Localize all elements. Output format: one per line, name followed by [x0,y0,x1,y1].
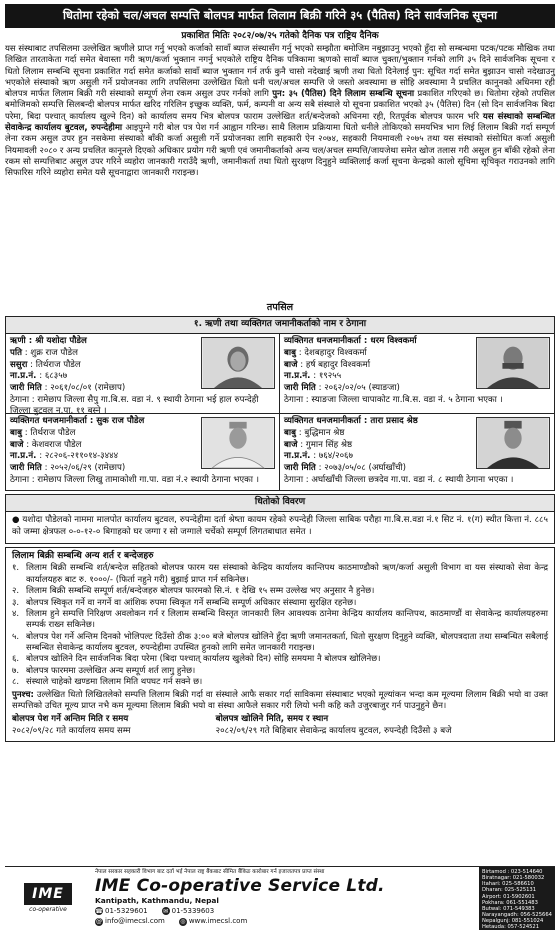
fax-contact: ✉ 01-5339603 [163,906,215,915]
branch-item: Narayangadh: 056-525664 [482,911,552,918]
guarantor-card-3 [280,414,554,490]
branch-item: Baglung: 068-524600 [482,942,539,949]
list-item: ४. लिलाम हुने सम्पत्ति निरिक्षण अवलोकन गर्न र लिलाम सम्बन्धि विस्तृत जानकारी लिन आवश्यक ठानेमा केन्द्रिय कार्यालय कान्तिपथ, काठमाण्डौं वा सेवाकेन्द्र कार्यालयहरुमा सम्पर्क राख्न सकिनेछ। [12,608,548,631]
company-info [91,867,479,930]
intro-text-2: प्रकाशित गरिएको छ। धितोमा रहेको तपसिल बमोजिमको सम्पत्ति सिलबन्दी बोलपत्र मार्फत खरिद गरिलिन इच्छुक व्यक्ति, फर्म, कम्पनी वा अन्य सबै संस्थाले यो सूचना प्रकाशित भएको ३५ (पैतिस) दिन (सो दिन सार्वजनिक बिदा परेमा, बिदा पश्चात् कार्यालय खुल्ने दिन) को कार्यालय समय भित्र बोलपत्र फाराम उल्लेखित शर्त/बन्देजको अधिनमा रही, रितपूर्वक बोलपत्र फारम भरि [5,89,556,122]
branch-item: Butwal: 071-549383 [482,905,535,912]
branch-item: Dhangadhi: 091-527301 [482,930,546,937]
list-item: ५. बोलपत्र पेश गर्ने अन्तिम दिनको भोलिपल्ट दिउँसो ठीक ३:०० बजे बोलपत्र खोलिने हुँदा ऋणी जमानतकर्ता, धितो सुरक्षण दिनुहुने व्यक्ति, बोलपत्रदाता तथा सम्बन्धित सबैलाई सम्बन्धित सेवाकेन्द्र कार्यालय बुटवल, रुपन्देहीमा उपस्थित हुनको लागि समेत जानकारी गराइन्छ। [12,631,548,654]
company-address: Kantipath, Kathmandu, Nepal [95,896,219,906]
notice-title: धितोमा रहेको चल/अचल सम्पत्ति बोलपत्र मार्फत लिलाम बिक्री गरिने ३५ (पैतिस) दिने सार्वजनिक सूचना [5,4,555,28]
intro-bold-2: यस संस्थाको सम्बन्धित सेवाकेन्द्र कार्यालय बुटवल, रुपन्देहीमा [5,111,555,133]
person-address: ठेगाना : रामेछाप जिल्ला लिखु तामाकोशी गा.पा. वडा नं.२ स्थायी ठेगाना भएका । [10,474,259,485]
person-role: व्यक्तिगत धनजमानीकर्ता : सुक राज पौडेल [10,416,145,427]
list-item: ७. बोलपत्र फारममा उल्लेखित अन्य सम्पूर्ण शर्त लागु हुनेछ। [12,665,196,676]
branch-item: Nepalgunj: 081-551024 [482,918,544,924]
phone-contact[interactable]: ☎ 01-5329601 [95,906,148,915]
registration-note: नेपाल सरकार सहकारी विभाग बाट दर्ता भई नेपाल राष्ट्र बैंकबाट सीमित बैंकिङ कारोबार गर्न इजाजतपत्र प्राप्त संस्था [95,869,325,875]
intro-text-1: यस संस्थाबाट तपसिलमा उल्लेखित ऋणीले प्राप्त गर्नु भएको कर्जाको सावाँ ब्याज संस्थासँग गर्नु भएको सम्झौता बमोजिम नबुझाउनु भएको हुँदा सो सम्बन्धमा पटक/पटक मौखिक तथा लिखित तारताकेता गर्दा समेत बेवास्ता गरी ऋण/कर्जा भुक्तान नगर्नु भएकोले राष्ट्रिय दैनिक पत्रिकामा ऋणको सावाँ ब्याज चुक्ता/भुक्तान गर्नको लागि ३५ दिने सार्वजनिक सूचना र धितो लिलाम सम्बन्धि सूचना प्रकाशित गर्दा समेत कर्जाको सावाँ ब्याज भुक्तान गर्न तर्फ कुनै चासो नदेखाई ऋणी तथा धितो दिनेलाई पुन: सूचित गर्दा समेत बुझाउन चासो नदेखाउनु भएकोले संस्थाको ऋण असुली गर्ने प्रयोजनका लागि तपसिलमा उल्लेखित धितो धनी चल/अचल सम्पत्ति जे जस्तो अवस्थामा छ सोहि अवस्थामा नै प्रचलित कानुनको अधिनमा रही बोलपत्र मार्फत लिलाम बिक्री गरी संस्थाको सम्पूर्ण लेना रकम असुल उपर गर्नको लागि [5,43,555,100]
persons-heading: १. ऋणी तथा व्यक्तिगत जमानीकर्ताको नाम र ठेगाना [6,317,554,334]
footer [5,866,555,949]
person-row: जारी मिति : २०६२/०२/०५ (स्याङजा) [284,383,400,394]
person-address: ठेगाना : रामेछाप जिल्ला सैपु गा.बि.स. वडा नं. ९ स्थायी ठेगाना भई हाल रुपन्देही जिल्ला बुटवल न.पा. ११ बस्ने । [10,394,259,417]
person-row: ना.प्र.नं. : ७६४/२०६७ [284,451,353,462]
portrait-image [477,338,549,388]
web-contact[interactable]: ◎ www.imecsl.com [180,917,248,926]
opening-heading: बोलपत्र खोलिने मिति, समय र स्थान [215,714,329,725]
person-row: जारी मिति : २०६१/०८/०१ (रामेछाप) [10,383,126,394]
globe-icon: ◎ [180,917,186,925]
person-row: जारी मिति : २०५२/०६/२९ (रामेछाप) [10,463,126,474]
person-row: ससुरा : तिर्थराज पौडेल [10,359,81,370]
list-item: १. लिलाम बिक्री सम्बन्धि शर्त/बन्देज सहितको बोलपत्र फारम यस संस्थाको केन्द्रिय कार्यालय कान्तिपथ काठमाण्डौको ऋण/कर्जा असुली विभाग वा यस संस्थाको सेवा केन्द्र कार्यालयहरु बाट रु. १०००/- (फिर्ता नहुने गरी) बुझाई प्राप्त गर्न सकिनेछ। [12,563,548,585]
deadline-heading: बोलपत्र पेश गर्ने अन्तिम मिति र समय [12,714,129,725]
person-role: व्यक्तिगत धनजमानीकर्ता : तारा प्रसाद श्रेष्ठ [284,416,418,427]
list-item: ३. बोलपत्र स्विकृत गर्ने वा नगर्ने वा आंशिक रुपमा स्विकृत गर्ने सम्बन्धि सम्पूर्ण अधिकार संस्थामा सुरक्षित रहनेछ। [12,597,357,608]
punashcha-label: पुनश्च: [12,689,34,700]
guarantor-card-1 [280,334,554,414]
company-name: IME Co-operative Service Ltd. [95,875,385,896]
deadline-value: २०८२/०९/२८ गते कार्यालय समय सम्म [12,725,131,736]
online-contact-row [95,917,475,926]
schedule-values [12,726,548,737]
person-row: बाजे : केशवराज पौडेल [10,439,82,450]
guarantor-photo-1 [476,337,550,389]
punashcha-note [12,690,548,713]
schedule-header [12,714,548,725]
branch-item: Airport: 01-5902601 [482,893,535,900]
security-section [5,494,555,543]
person-role: व्यक्तिगत धनजमानीकर्ता : धरम विश्वकर्मा [284,336,417,347]
guarantor-photo-2 [201,417,275,469]
person-row: बाबु : तिर्थराज पौडेल [10,428,76,439]
person-row: बाबु : देशबहादुर विश्वकर्मा [284,348,367,359]
person-row: ना.प्र.नं. : २८२०६-२११०१४-३४४४ [10,451,119,462]
person-row: जारी मिति : २०७३/०५/०८ (अर्घाखाँची) [284,463,406,474]
intro-bold-1: पुन: ३५ (पैतिस) दिने लिलाम सम्बन्धि सूचना [272,89,415,100]
branch-item: Hetauda: 057-524521 [482,924,540,931]
guarantor-photo-3 [476,417,550,469]
logo-subtitle: co-operative [29,906,67,914]
intro-paragraph [5,44,555,299]
person-row: ना.प्र.नं. : १९२५५ [284,371,342,382]
branch-item: Sindhuli: 047-520121 [482,936,538,943]
list-item: २. लिलाम बिक्री सम्बन्धि सम्पूर्ण शर्त/बन्देजहरु बोलपत्र फारमको सि.नं. १ देखि १५ सम्म उल्लेख भए अनुसार नै हुनेछ। [12,586,375,597]
person-address: ठेगाना : स्याङजा जिल्ला चापाकोट गा.बि.स. वडा नं. ५ ठेगाना भएका । [284,394,503,405]
branch-item: Birtamod : 023-514640 [482,869,543,875]
security-heading: धितोको विवरण [6,495,554,512]
intro-text-3: आइपुग्ने गरी बोल पत्र पेश गर्न आह्वान गरिन्छ। साथै लिलाम प्रक्रियामा धितो धनीले तोकिएको समयभित्र भाग लिई लिलाम बिक्री गर्दा सम्पूर्ण लेना रकम असुल उपर हुन नसकेमा संस्थाको बाँकी कर्जा असुली गर्ने प्रयोजनका लागि सहकारी ऐन २०७४, सहकारी नियमावली २०७५ तथा यस संस्थाको संसोधित कर्जा असुली नियमावली २०८० र अन्य प्रचलित कानूनले दिएको अधिकार प्रयोग गरी ऋणी एवं जमानीकर्ताको अन्य चल/अचल सम्पत्ति/जायजेथा समेत खोज तलास गरी असुल हुन बाँकी रहेको लेना रकम सो सम्पत्तिबाट असुल उपर गरिने व्यहोरा जानकारी गराउँदै ऋणी, जमानीकर्ता तथा धितो सुरक्षण दिनुहुने व्यक्तिलाई कर्जा सूचना केन्द्रको कालो सूचिमा सूचिकृत गराउनको लागि सिफारिस गरिने व्यहोरा समेत यसै सूचनाद्वारा जानकारी गराइन्छ। [5,123,556,179]
branch-item: Pokhara: 061-551483 [482,899,538,906]
opening-value: २०८२/०९/२९ गते बिहिबार सेवाकेन्द्र कार्यालय बुटवल, रुपन्देही दिउँसो ३ बजे [215,725,452,736]
portrait-image [202,418,274,468]
persons-section [5,316,555,491]
person-row: पति : शुक्र राज पौडेल [10,348,78,359]
security-description: ● यशोदा पौडेलको नाममा मालपोत कार्यालय बुटवल, रुपन्देहीमा दर्ता श्रेष्ता कायम रहेको रुपन्देही जिल्ला साबिक परौहा गा.बि.स.वडा नं.१ सिट नं. १(ग) स्थीत कित्ता नं. ८८५ को जम्मा क्षेत्रफल ०-०-१२-० बिगाहको घर जग्गा र सो जग्गाले चर्चेको सम्पूर्ण लिगतबाधात समेत । [12,515,548,537]
list-item: ६. बोलपत्र खोलिने दिन सार्वजनिक बिदा परेमा (बिदा पश्चात् कार्यालय खुलेको दिन) सोहि समयमा नै बोलपत्र खोलिनेछ। [12,654,381,665]
punashcha-text: उल्लेखित धितो लिखितलेको सम्पत्ति लिलाम बिक्री गर्दा वा संस्थाले आफै सकार गर्दा साविकमा संस्थाबाट भएको मूल्यांकन भन्दा कम मूल्यमा लिलाम बिक्री भयो वा उक्त सम्पत्तिको उचित मूल्य प्राप्त नभै कम मूल्यमा लिलाम बिक्री भयो वा संस्था आफैले सकार गरी लियो भनी कहि कतै उजुरबाजुर गर्न पाउनुहुने छैन। [12,689,548,711]
branch-item: Biratnagar: 021-580032 [482,875,545,882]
portrait-image [202,338,274,388]
person-row: ना.प्र.नं. : ६८३५७ [10,371,68,382]
contact-row [95,907,475,916]
fax-icon: ✉ [163,907,169,915]
portrait-image [477,418,549,468]
branch-list [479,867,555,949]
terms-section [5,547,555,742]
email-contact[interactable]: @ info@imecsl.com [96,917,165,926]
person-row: बाजे : गुमान सिंह श्रेष्ठ [284,439,353,450]
company-logo [5,867,91,930]
borrower-card [6,334,280,417]
person-row: बाजे : हर्ष बहादुर विश्वकर्मा [284,359,371,370]
email-icon: @ [96,917,102,925]
terms-list [12,563,548,688]
person-address: ठेगाना : अर्घाखाँची जिल्ला छत्रदेव गा.पा. वडा नं. ८ स्थायी ठेगाना भएका । [284,474,514,485]
phone-icon: ☎ [95,907,103,915]
branch-item: Dharan: 025-525131 [482,887,537,894]
logo-mark: IME [24,883,72,905]
tafsil-heading: तपसिल [266,301,294,313]
terms-heading: लिलाम बिक्री सम्बन्धि अन्य शर्त र बन्देजहरु [12,550,154,561]
person-row: बाबु : बुद्धिमान श्रेष्ठ [284,428,345,439]
publication-date: प्रकाशित मितिः २०८२/०७/२५ गतेको दैनिक पत्र राष्ट्रिय दैनिक [181,31,379,42]
borrower-photo [201,337,275,389]
list-item: ८. संस्थाले चाहेको खण्डमा लिलाम मिति थपघट गर्न सक्ने छ। [12,677,203,688]
branch-item: Itahari: 025-586610 [482,881,534,888]
person-role: ऋणी : श्री यशोदा पौडेल [10,336,87,347]
guarantor-card-2 [6,414,280,490]
